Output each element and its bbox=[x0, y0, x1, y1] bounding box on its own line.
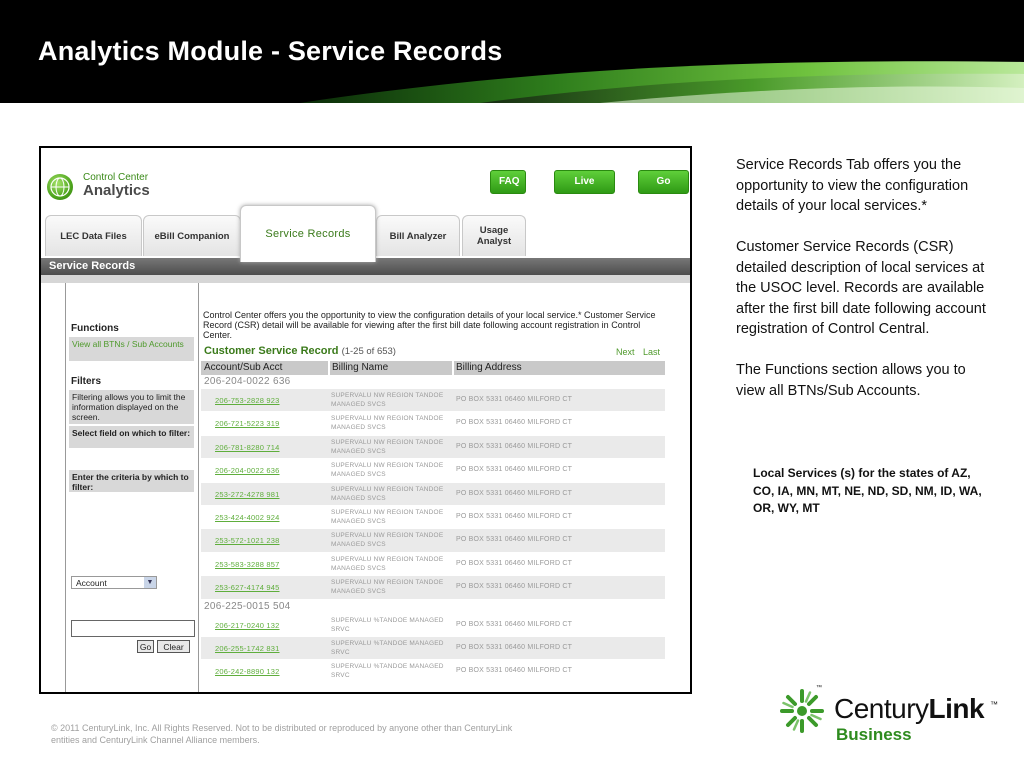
account-link[interactable]: 206-242-8890 132 bbox=[215, 667, 280, 677]
description-paragraph-2: Customer Service Records (CSR) detailed description of local services at the USOC level. Records are available after the first bill date following account registration of Control Central. bbox=[736, 239, 986, 337]
records-title-text: Customer Service Record bbox=[204, 345, 339, 357]
app-screenshot bbox=[39, 146, 692, 694]
account-link[interactable]: 253-572-1021 238 bbox=[215, 536, 280, 546]
billing-name: SUPERVALU %TANDOE MANAGED SRVC bbox=[331, 663, 444, 680]
filter-field-label: Select field on which to filter: bbox=[69, 426, 194, 448]
filter-field-select[interactable] bbox=[71, 576, 157, 589]
account-link[interactable]: 206-753-2828 923 bbox=[215, 396, 280, 405]
table-row bbox=[201, 660, 665, 683]
tab-label-line2: Analyst bbox=[476, 236, 512, 247]
table-row bbox=[201, 436, 665, 459]
billing-address: PO BOX 5331 06460 MILFORD CT bbox=[456, 536, 573, 544]
tab-lec-data-files[interactable] bbox=[45, 215, 142, 256]
table-row bbox=[201, 553, 665, 576]
billing-address: PO BOX 5331 06460 MILFORD CT bbox=[456, 489, 573, 497]
table-group-header: 206-204-0022 636 bbox=[204, 376, 291, 387]
tab-label: Service Records bbox=[265, 227, 351, 240]
logo-wordmark bbox=[834, 693, 984, 725]
left-panel bbox=[65, 283, 199, 692]
table-row bbox=[201, 576, 665, 599]
account-link[interactable]: 253-424-4002 924 bbox=[215, 512, 280, 522]
intro-text: Control Center offers you the opportunity to view the configuration details of your local service.* Customer Service Record (CSR) detail will be available for viewing after the first bill date following account registration in Control Center. bbox=[203, 310, 656, 340]
billing-address: PO BOX 5331 06460 MILFORD CT bbox=[456, 667, 573, 675]
tab-label: LEC Data Files bbox=[60, 230, 127, 242]
slide-header bbox=[0, 0, 1024, 103]
billing-name: SUPERVALU %TANDOE MANAGED SRVC bbox=[331, 616, 444, 633]
account-link[interactable]: 253-583-3288 857 bbox=[215, 559, 280, 569]
account-link[interactable]: 206-721-5223 319 bbox=[215, 419, 280, 429]
globe-icon bbox=[47, 174, 73, 200]
logo-tm: ™ bbox=[990, 700, 998, 709]
column-divider bbox=[328, 361, 330, 375]
column-header[interactable]: Account/Sub Acct bbox=[204, 362, 283, 373]
column-divider bbox=[452, 361, 454, 375]
tab-label: eBill Companion bbox=[154, 230, 230, 242]
tab-service-records[interactable] bbox=[240, 205, 376, 262]
table-row bbox=[201, 459, 665, 482]
billing-name: SUPERVALU NW REGION TANDOE MANAGED SVCS bbox=[331, 579, 444, 596]
account-link[interactable]: 253-627-4174 945 bbox=[215, 583, 280, 593]
billing-name: SUPERVALU %TANDOE MANAGED SRVC bbox=[331, 639, 444, 656]
account-link[interactable]: 253-272-4278 981 bbox=[215, 489, 280, 499]
billing-address: PO BOX 5331 06460 MILFORD CT bbox=[456, 396, 573, 403]
table-row bbox=[201, 614, 665, 637]
account-link[interactable]: 206-204-0022 636 bbox=[215, 466, 280, 476]
records-title bbox=[204, 345, 396, 357]
records-table-body bbox=[201, 375, 665, 684]
billing-name: SUPERVALU NW REGION TANDOE MANAGED SVCS bbox=[331, 438, 444, 455]
account-link[interactable]: 206-217-0240 132 bbox=[215, 620, 280, 630]
table-row bbox=[201, 529, 665, 552]
next-link[interactable]: Next bbox=[616, 347, 635, 357]
billing-name: SUPERVALU NW REGION TANDOE MANAGED SVCS bbox=[331, 532, 444, 549]
table-header bbox=[201, 361, 665, 375]
billing-name: SUPERVALU NW REGION TANDOE MANAGED SVCS bbox=[331, 485, 444, 502]
table-row bbox=[201, 483, 665, 506]
functions-heading: Functions bbox=[71, 323, 119, 334]
column-header[interactable]: Billing Address bbox=[456, 362, 522, 373]
table-group-header: 206-225-0015 504 bbox=[204, 600, 291, 612]
billing-name: SUPERVALU NW REGION TANDOE MANAGED SVCS bbox=[331, 462, 444, 479]
filter-criteria-label: Enter the criteria by which to filter: bbox=[69, 470, 194, 492]
tab-usage-analyst[interactable] bbox=[462, 215, 526, 256]
billing-address: PO BOX 5331 06460 MILFORD CT bbox=[456, 643, 573, 651]
column-header[interactable]: Billing Name bbox=[332, 362, 389, 373]
billing-address: PO BOX 5331 06460 MILFORD CT bbox=[456, 559, 573, 567]
account-link[interactable]: 206-255-1742 831 bbox=[215, 643, 280, 653]
brand-small-text: Control Center bbox=[83, 172, 149, 183]
billing-address: PO BOX 5331 06460 MILFORD CT bbox=[456, 512, 573, 520]
centurylink-logo-icon bbox=[778, 687, 826, 735]
table-row bbox=[201, 506, 665, 529]
table-row bbox=[201, 412, 665, 435]
billing-name: SUPERVALU NW REGION TANDOE MANAGED SVCS bbox=[331, 555, 444, 572]
logo-mark-tm: ™ bbox=[816, 685, 822, 691]
tab-label-line1: Usage bbox=[479, 225, 509, 236]
table-row bbox=[201, 637, 665, 660]
billing-address: PO BOX 5331 06460 MILFORD CT bbox=[456, 419, 573, 427]
billing-address: PO BOX 5331 06460 MILFORD CT bbox=[456, 620, 573, 628]
go-button[interactable]: Go bbox=[137, 640, 154, 653]
logo-business: Business bbox=[836, 725, 912, 744]
tab-ebill-companion[interactable] bbox=[143, 215, 241, 256]
billing-address: PO BOX 5331 06460 MILFORD CT bbox=[456, 466, 573, 474]
chevron-down-icon[interactable]: ▼ bbox=[144, 577, 156, 588]
last-link[interactable]: Last bbox=[643, 347, 661, 357]
slide-title: Analytics Module - Service Records bbox=[38, 36, 503, 66]
account-link[interactable]: 206-781-8280 714 bbox=[215, 442, 280, 452]
billing-name: SUPERVALU NW REGION TANDOE MANAGED SVCS bbox=[331, 508, 444, 525]
section-divider bbox=[41, 275, 690, 283]
tab-label: Bill Analyzer bbox=[389, 230, 447, 242]
description-paragraph-3: The Functions section allows you to view all BTNs/Sub Accounts. bbox=[736, 362, 966, 399]
filters-description: Filtering allows you to limit the information displayed on the screen. bbox=[69, 390, 194, 424]
billing-name: SUPERVALU NW REGION TANDOE MANAGED SVCS bbox=[331, 392, 444, 408]
tab-bill-analyzer[interactable] bbox=[376, 215, 460, 256]
main-content bbox=[201, 283, 671, 692]
logo-wordmark-bold: Link bbox=[928, 693, 985, 724]
brand-title: Analytics bbox=[83, 182, 150, 199]
functions-box bbox=[69, 337, 194, 361]
clear-button[interactable]: Clear bbox=[157, 640, 190, 653]
footnote: Local Services (s) for the states of AZ, CO, IA, MN, MT, NE, ND, SD, NM, ID, WA, OR, WY, MT bbox=[753, 466, 982, 515]
billing-name: SUPERVALU NW REGION TANDOE MANAGED SVCS bbox=[331, 415, 444, 432]
records-range: (1-25 of 653) bbox=[341, 346, 396, 357]
goto-button[interactable]: Go To... bbox=[638, 170, 689, 194]
live-help-button[interactable]: Live Help bbox=[554, 170, 615, 194]
table-row bbox=[201, 389, 665, 412]
billing-address: PO BOX 5331 06460 MILFORD CT bbox=[456, 442, 573, 450]
filter-field-value: Account bbox=[76, 578, 107, 588]
copyright-text: © 2011 CenturyLink, Inc. All Rights Reserved. Not to be distributed or reproduced by anyone other than CenturyLink entities and CenturyLink Channel Alliance members. bbox=[51, 723, 513, 745]
description-paragraph-1: Service Records Tab offers you the opportunity to view the configuration details of your local services.* bbox=[736, 157, 969, 214]
description-panel bbox=[736, 155, 988, 422]
view-all-btns-link[interactable]: View all BTNs / Sub Accounts bbox=[72, 339, 184, 349]
section-title-bar: Service Records bbox=[41, 258, 690, 275]
logo-wordmark-light: Century bbox=[834, 693, 929, 724]
faq-button[interactable]: FAQ bbox=[490, 170, 526, 194]
filters-heading: Filters bbox=[71, 376, 102, 387]
billing-address: PO BOX 5331 06460 MILFORD CT bbox=[456, 583, 573, 591]
filter-criteria-input[interactable] bbox=[71, 620, 195, 637]
